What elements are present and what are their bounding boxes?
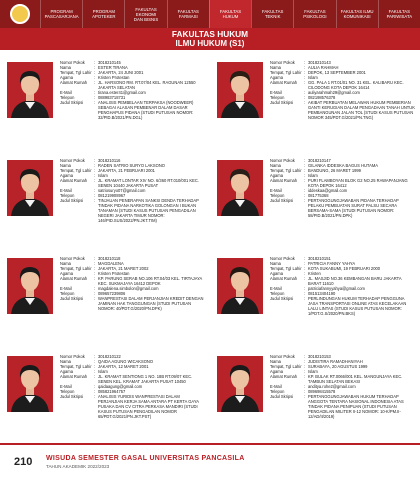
field-separator: : [94, 80, 96, 85]
field-separator: : [94, 178, 96, 183]
field-label: Agama [60, 173, 73, 178]
field-value-nama: QAIDA AGUNG WICAKSONO [98, 359, 154, 364]
graduate-card [2, 251, 208, 361]
field-label: Agama [60, 369, 73, 374]
field-separator: : [304, 90, 306, 95]
field-label: Alamat Rumah [270, 80, 298, 85]
field-value-judul: TINJAUAN PENERAPAN SANKSI DENDA TERHADAP TINDAK PIDANA NARKOTIKA GOLONGAN I BUKAN TANAMAN (STUDI KASUS PUTUSAN PENGADILAN NEGERI JAKARTA TIMUR NOMOR: 146/PID.SUS/2022/PN.JKT.TIM) [98, 198, 199, 223]
field-value-nomor-pokok: 3018210153 [308, 354, 331, 359]
field-label: Nama [60, 65, 71, 70]
field-label: Telepon [60, 389, 75, 394]
field-label: Alamat Rumah [60, 80, 88, 85]
field-value-judul: ANALISIS PEMBELAAN TERPAKSA (NOODWEER) SEBAGAI ALASAN PEMBENAR DALAM DASAR PENGHAPUS PIDANA (STUDI PUTUSAN NOMOR: 32/PID.B/2021/PN.DGL) [98, 100, 194, 120]
field-label: Nomor Pokok [60, 60, 85, 65]
field-value-ttl: DEPOK, 13 SEPTEMBER 2001 [308, 70, 366, 75]
field-separator: : [94, 261, 96, 266]
field-value-alamat: JL. KRAMAT SENTIONG 1 NO. 18B RT.09/07 KEC. SENEN KEL. KRAMAT JAKARTA PUSAT 10450 [98, 374, 193, 384]
field-value-judul: PERTANGGUNGJAWABAN HUKUM TERHADAP ANGGOTA TENTARA NASIONAL INDONESIA ATAS TINDAK PIDANA PENIPUAN (STUDI PUTUSAN PENGADILAN MILITER II-12 NOMOR: 10-K/PM.II-12/AD/II/2019) [308, 394, 404, 419]
field-label: Nama [60, 261, 71, 266]
field-separator: : [94, 158, 96, 163]
field-label: Nomor Pokok [270, 60, 295, 65]
graduate-info [60, 256, 205, 311]
field-value-nomor-pokok: 3018210145 [98, 60, 121, 65]
field-separator: : [304, 168, 306, 173]
field-label: Agama [270, 75, 283, 80]
field-separator: : [304, 95, 306, 100]
nav-item-pariwisata[interactable]: FAKULTAS PARIWISATA [378, 0, 420, 28]
field-label: Nama [270, 359, 281, 364]
field-separator: : [94, 173, 96, 178]
graduate-card [2, 153, 208, 263]
field-value-alamat: JL. KRAMAT LONTAR XIV NO. 6/360 RT.010/001 KEC. SENEN 10440 JAKARTA PUSAT [98, 178, 199, 188]
field-separator: : [304, 193, 306, 198]
field-label: Alamat Rumah [270, 374, 298, 379]
field-value-nama: GILANKA IDDESKA BAGUS HUTAMA [308, 163, 378, 168]
field-value-email[interactable]: auliyarahmah29@gmail.com [308, 90, 360, 95]
field-label: Nama [60, 359, 71, 364]
field-separator: : [94, 256, 96, 261]
graduate-info [60, 354, 205, 419]
field-value-telepon: 088983718731 [98, 95, 126, 100]
field-value-email[interactable]: iddeskaa@gmail.com [308, 188, 348, 193]
field-separator: : [304, 60, 306, 65]
graduate-photo [217, 258, 263, 314]
field-separator: : [304, 188, 306, 193]
program-title: ILMU HUKUM (S1) [175, 39, 245, 48]
info-row-judul [270, 100, 415, 120]
field-label: Judul Skripsi [270, 100, 294, 105]
field-separator: : [94, 65, 96, 70]
field-label: Judul Skripsi [60, 296, 84, 301]
field-separator: : [304, 173, 306, 178]
graduate-photo [217, 356, 263, 412]
nav-item-komunikasi[interactable]: FAKULTAS ILMU KOMUNIKASI [336, 0, 378, 28]
field-label: Alamat Rumah [60, 374, 88, 379]
field-separator: : [94, 389, 96, 394]
field-value-judul: ANALISIS YURIDIS WANPRESTASI DALAM PERJANJIAN KERJA SAMA ANTARA PT KERTA GAYA PUSAKA DAN CV CITRA PERKASA MANDIRI (STUDI KASUS PUTUSAN PENGADILAN NOMOR 65/PDT.G/2021/PN.JKT.PST) [98, 394, 199, 419]
field-separator: : [94, 384, 96, 389]
field-label: Judul Skripsi [270, 296, 294, 301]
graduate-info [270, 60, 415, 120]
field-value-email[interactable]: magdalena.simbolon@gmail.com [98, 286, 159, 291]
info-row-judul [60, 394, 205, 419]
field-label: Agama [60, 271, 73, 276]
faculty-banner [0, 28, 420, 50]
info-row-alamat [60, 374, 205, 384]
field-value-agama: Kristen [308, 271, 321, 276]
graduate-info [60, 158, 205, 223]
field-separator: : [94, 70, 96, 75]
graduate-card [212, 55, 418, 165]
nav-item-psikologi[interactable]: FAKULTAS PSIKOLOGI [293, 0, 335, 28]
field-value-nama: JUDISTIRA RAMADHANIYAH [308, 359, 363, 364]
field-value-agama: Kristen Protestan [98, 271, 130, 276]
field-label: Judul Skripsi [60, 394, 84, 399]
field-value-email[interactable]: tirana.ester41@gmail.com [98, 90, 146, 95]
graduate-photo [7, 356, 53, 412]
field-value-agama: Islam [308, 369, 318, 374]
field-separator: : [304, 261, 306, 266]
info-row-judul [270, 296, 415, 316]
field-label: E-Mail [60, 286, 72, 291]
field-separator: : [304, 286, 306, 291]
field-label: Nomor Pokok [60, 354, 85, 359]
graduate-card [2, 55, 208, 165]
field-value-agama: Islam [308, 173, 318, 178]
faculty-title: FAKULTAS HUKUM [171, 29, 249, 39]
field-label: Nomor Pokok [60, 256, 85, 261]
field-label: Nama [60, 163, 71, 168]
field-label: Nomor Pokok [270, 158, 295, 163]
graduate-photo [7, 160, 53, 216]
field-label: Nomor Pokok [270, 354, 295, 359]
field-value-judul: PERLINDUNGAN HUKUM TERHADAP PENGGUNA JASA TRANSPORTASI ONLINE ATAS KECELAKAAN LALU LINTAS (STUDI KASUS PUTUSAN NOMOR: 1/PDT.G.S/2020/PN.BKS) [308, 296, 407, 316]
info-row-alamat [270, 80, 415, 90]
field-separator: : [304, 364, 306, 369]
field-value-ttl: JAKARTA, 21 MARET 2002 [98, 266, 149, 271]
field-value-telepon: 082198576378 [308, 95, 336, 100]
field-separator: : [94, 359, 96, 364]
field-value-alamat: PURI FLAMBOYAN BLOK G2 NO.25 RAWAPANJANG KOTA DEPOK 16412 [308, 178, 408, 188]
field-label: E-Mail [270, 90, 282, 95]
field-label: Agama [270, 271, 283, 276]
field-separator: : [94, 100, 96, 105]
field-value-telepon: 081513404190 [308, 291, 336, 296]
field-label: Judul Skripsi [60, 198, 84, 203]
field-value-email[interactable]: satriosuryo07@gmail.com [98, 188, 146, 193]
field-label: E-Mail [60, 384, 72, 389]
graduate-info [270, 158, 415, 218]
field-label: Agama [270, 369, 283, 374]
field-value-alamat: JL. MASJID NO.36 KEMBANGAN BARU JAKARTA BARAT 11610 [308, 276, 402, 286]
field-value-agama: Islam [98, 173, 108, 178]
field-value-agama: Islam [308, 75, 318, 80]
field-separator: : [304, 271, 306, 276]
page-footer [0, 446, 420, 480]
field-value-nomor-pokok: 3018210151 [308, 256, 331, 261]
field-value-agama: Islam [98, 369, 108, 374]
graduate-photo [217, 160, 263, 216]
field-separator: : [94, 271, 96, 276]
field-label: Agama [270, 173, 283, 178]
field-label: E-Mail [60, 188, 72, 193]
field-label: E-Mail [270, 286, 282, 291]
field-separator: : [94, 354, 96, 359]
field-value-ttl: BANDUNG, 26 MARET 1999 [308, 168, 361, 173]
field-value-judul: AKIBAT PERBUATAN MELAWAN HUKUM PEMBERIAN GANTI KERUGIAN DALAM PENGADAAN TANAH UNTUK PEMBANGUNAN JALAN TOL (STUDI KASUS PUTUSAN NOMOR 345/PDT.G/2021/PN.TNG) [308, 100, 415, 120]
graduate-photo [217, 62, 263, 118]
field-label: Telepon [270, 291, 285, 296]
field-value-judul: PERTANGGUNGJAWABAN PIDANA TERHADAP PELAKU PEMBUATAN SURAT PALSU SECARA BERSAMA-SAMA (STUDI PUTUSAN NOMOR: 58/PID.B/2021/PN.DPK) [308, 198, 399, 218]
field-label: Alamat Rumah [270, 276, 298, 281]
field-separator: : [94, 369, 96, 374]
field-value-ttl: KOTA SUKABUMI, 19 FEBRUARI 2000 [308, 266, 381, 271]
field-label: Telepon [270, 193, 285, 198]
field-separator: : [304, 276, 306, 281]
field-label: Nama [270, 65, 281, 70]
field-label: E-Mail [270, 384, 282, 389]
field-separator: : [304, 369, 306, 374]
field-label: Tempat, Tgl Lahir [60, 266, 92, 271]
field-label: Judul Skripsi [60, 100, 84, 105]
field-value-nama: MAGDALENA [98, 261, 124, 266]
field-label: E-Mail [270, 188, 282, 193]
field-separator: : [94, 95, 96, 100]
field-label: Telepon [60, 95, 75, 100]
field-label: Nomor Pokok [270, 256, 295, 261]
graduate-info [60, 60, 205, 120]
field-value-nomor-pokok: 3018210147 [308, 158, 331, 163]
footer-subtitle: TAHUN AKADEMIK 2022/2023 [46, 464, 110, 469]
field-label: Tempat, Tgl Lahir [60, 70, 92, 75]
info-row-judul [60, 100, 205, 120]
field-label: Tempat, Tgl Lahir [270, 266, 302, 271]
field-separator: : [304, 198, 306, 203]
field-separator: : [94, 394, 96, 399]
field-separator: : [304, 70, 306, 75]
field-label: Tempat, Tgl Lahir [270, 168, 302, 173]
field-label: Agama [60, 75, 73, 80]
graduate-card [212, 153, 418, 263]
field-separator: : [304, 389, 306, 394]
field-value-ttl: JAKARTA, 24 JUNI 2001 [98, 70, 144, 75]
field-separator: : [304, 291, 306, 296]
field-value-ttl: SURABAYA, 20 AGUSTUS 1999 [308, 364, 368, 369]
graduate-info [270, 354, 415, 419]
field-separator: : [304, 374, 306, 379]
top-navigation [0, 0, 420, 28]
field-separator: : [94, 75, 96, 80]
field-value-nomor-pokok: 3018210118 [98, 256, 121, 261]
field-separator: : [304, 163, 306, 168]
field-separator: : [94, 286, 96, 291]
field-value-telepon: 089657239806 [98, 291, 126, 296]
university-logo [0, 0, 40, 28]
nav-item-farmasi[interactable]: FAKULTAS FARMASI [167, 0, 209, 28]
field-value-telepon: 081775368 [308, 193, 329, 198]
field-separator: : [304, 354, 306, 359]
nav-item-hukum[interactable]: FAKULTAS HUKUM [209, 0, 251, 28]
field-separator: : [94, 60, 96, 65]
nav-item-ekonomi[interactable]: FAKULTAS EKONOMI DAN BISNIS [124, 0, 166, 28]
field-value-nama: RADEN SATRIO SURYO LAKSONO [98, 163, 165, 168]
info-row-judul [270, 394, 415, 419]
field-separator: : [304, 296, 306, 301]
field-separator: : [304, 394, 306, 399]
field-value-telepon: 089698415578 [308, 389, 336, 394]
nav-item-teknik[interactable]: FAKULTAS TEKNIK [251, 0, 293, 28]
field-value-nomor-pokok: 3018210143 [308, 60, 331, 65]
field-value-ttl: JAKARTA, 12 MARET 2001 [98, 364, 149, 369]
field-separator: : [94, 193, 96, 198]
field-label: Tempat, Tgl Lahir [270, 70, 302, 75]
field-label: Tempat, Tgl Lahir [60, 364, 92, 369]
field-separator: : [304, 384, 306, 389]
field-value-email[interactable]: patriciafannyyahya@gmail.com [308, 286, 365, 291]
field-separator: : [94, 374, 96, 379]
field-label: Telepon [60, 193, 75, 198]
info-row-alamat [60, 80, 205, 90]
field-value-nomor-pokok: 3018210116 [98, 158, 121, 163]
field-label: Nama [270, 261, 281, 266]
field-value-nama: AULIA RAHMAH [308, 65, 339, 70]
field-label: Judul Skripsi [270, 198, 294, 203]
nav-item-apoteker[interactable]: PROGRAM APOTEKER [82, 0, 124, 28]
info-row-alamat [270, 276, 415, 286]
field-separator: : [94, 188, 96, 193]
field-label: Nomor Pokok [60, 158, 85, 163]
field-label: Tempat, Tgl Lahir [60, 168, 92, 173]
field-value-alamat: GG. PALA 1 RT.01/01 NO. 31 KEL. KALIBARU KEC. CILODONG KOTA DEPOK 16414 [308, 80, 404, 90]
field-value-email[interactable]: anditya.rohe2@gmail.com [308, 384, 356, 389]
field-separator: : [94, 266, 96, 271]
info-row-alamat [270, 178, 415, 188]
field-value-email[interactable]: qaidaagung@gmail.com [98, 384, 143, 389]
field-label: Telepon [270, 95, 285, 100]
footer-title: WISUDA SEMESTER GASAL UNIVERSITAS PANCASILA [46, 455, 245, 462]
info-row-judul [60, 198, 205, 223]
field-label: Telepon [60, 291, 75, 296]
field-value-telepon: 081219908967 [98, 193, 126, 198]
field-label: Judul Skripsi [270, 394, 294, 399]
field-separator: : [94, 90, 96, 95]
info-row-judul [270, 198, 415, 218]
footer-divider [0, 443, 420, 445]
field-separator: : [304, 100, 306, 105]
info-row-alamat [60, 276, 205, 286]
field-separator: : [94, 276, 96, 281]
field-label: Telepon [270, 389, 285, 394]
field-value-nomor-pokok: 3018210122 [98, 354, 121, 359]
field-separator: : [94, 198, 96, 203]
field-label: Nama [270, 163, 281, 168]
graduate-photo [7, 62, 53, 118]
field-separator: : [304, 158, 306, 163]
field-value-nama: ESTER TIRANA [98, 65, 128, 70]
field-separator: : [304, 75, 306, 80]
field-label: Alamat Rumah [60, 276, 88, 281]
page-number: 210 [14, 456, 33, 468]
field-label: E-Mail [60, 90, 72, 95]
field-value-alamat: KP. PARUNG SERAB NO.106 RT.04/03 KEL. TIRTAJAYA KEC. SUKMAJAYA 16412 DEPOK [98, 276, 203, 286]
graduate-card [212, 251, 418, 361]
field-value-agama: Kristen Protestan [98, 75, 130, 80]
field-value-alamat: JL. HARSONO RM. RT.07/04 KEL. RAGUNAN 12550 JAKARTA SELATAN [98, 80, 196, 90]
info-row-alamat [60, 178, 205, 188]
field-label: Tempat, Tgl Lahir [270, 364, 302, 369]
field-label: Alamat Rumah [270, 178, 298, 183]
field-separator: : [94, 364, 96, 369]
nav-item-pascasarjana[interactable]: PROGRAM PASCASARJANA [40, 0, 82, 28]
graduate-info [270, 256, 415, 316]
info-row-alamat [270, 374, 415, 384]
field-separator: : [304, 266, 306, 271]
field-separator: : [304, 80, 306, 85]
field-separator: : [304, 256, 306, 261]
field-value-nama: PATRICIA FANNY YAHYA [308, 261, 356, 266]
graduate-photo [7, 258, 53, 314]
field-value-telepon: 085821964757 [98, 389, 126, 394]
field-separator: : [94, 168, 96, 173]
field-separator: : [304, 65, 306, 70]
field-separator: : [94, 291, 96, 296]
field-value-ttl: JAKARTA, 21 FEBRUARI 2001 [98, 168, 155, 173]
field-separator: : [304, 178, 306, 183]
field-value-judul: WANPRESTASI DALAM PERJANJIAN KREDIT DENGAN JAMINAN HAK TANGGUNGAN (STUDI PUTUSAN NOMOR: 40/PDT.G/2020/PN.DPK) [98, 296, 204, 311]
field-value-alamat: KP. BULAK RT.0066/001 KEL. MANGUNJAYA KEC. TAMBUN SELATAN BEKASI [308, 374, 403, 384]
field-separator: : [94, 296, 96, 301]
field-separator: : [304, 359, 306, 364]
field-label: Alamat Rumah [60, 178, 88, 183]
info-row-judul [60, 296, 205, 311]
field-separator: : [94, 163, 96, 168]
